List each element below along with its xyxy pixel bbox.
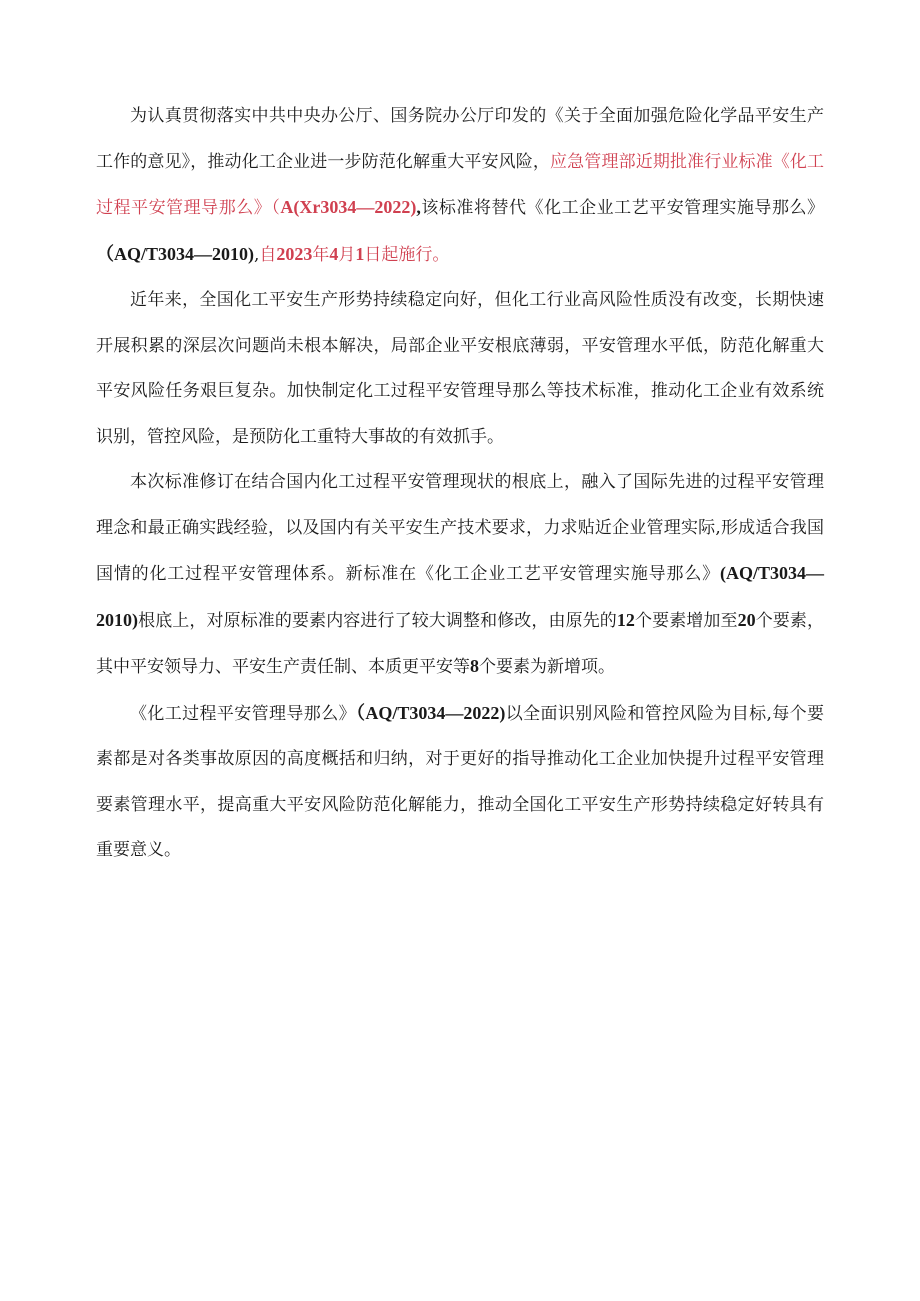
p4-standard-code: （AQ/T3034—2022) (355, 702, 506, 723)
p1-standard-code: A(Xr3034—2022) (280, 197, 417, 217)
p2-text: 近年来，全国化工平安生产形势持续稳定向好，但化工行业高风险性质没有改变，长期快速开展积累的深层次问题尚未根本解决，局部企业平安根底薄弱，平安管理水平低，防范化解重大平安风险任务艰巨复杂。加快制定化工过程平安管理导那么等技术标准，推动化工企业有效系统识别，管控风险，是预防化工重特大事故的有效抓手。 (96, 290, 824, 447)
p3-text-5: 个要素为新增项。 (479, 657, 615, 677)
p1-red-text: 应急管理部近期批准行业标准《化工过程平安管理导那么》 (96, 151, 825, 218)
p3-count-new: 20 (737, 609, 756, 630)
p3-text: 本次标准修订在结合国内化工过程平安管理现状的根底上，融入了国际先进的过程平安管理理念和最正确实践经验，以及国内有关平安生产技术要求，力求贴近企业管理实际,形成适合我国国情的化工过程平安管理体系。新标准在《化工企业工艺平安管理实施导那么》 (96, 472, 824, 584)
p1-month-unit: 月 (338, 244, 356, 265)
p1-day: 1 (355, 243, 365, 264)
paragraph-4 (96, 691, 824, 874)
p4-title: 《化工过程平安管理导那么》 (130, 703, 356, 724)
p1-from: 自 (259, 244, 277, 265)
p3-count-old: 12 (616, 609, 635, 630)
paragraph-2 (96, 278, 824, 460)
document-body (96, 94, 824, 874)
p1-replace-text: 该标准将替代《化工企业工艺平安管理实施导那么》 (420, 198, 825, 218)
p1-comma: , (416, 197, 421, 217)
p3-text-3: 个要素增加至 (634, 610, 738, 631)
paragraph-3 (96, 460, 824, 691)
p3-text-4: 个要素，其中平安领导力、平安生产责任制、本质更平安等 (96, 610, 825, 677)
p1-text: 为认真贯彻落实中共中央办公厅、国务院办公厅印发的《关于全面加强危险化学品平安生产工作的意见》，推动化工企业进一步防范化解重大平安风险， (96, 106, 824, 172)
p4-text: 以全面识别风险和管控风险为目标,每个要素都是对各类事故原因的高度概括和归纳，对于更好的指导推动化工企业加快提升过程平安管理要素管理水平，提高重大平安风险防范化解能力，推动全国化工平安生产形势持续稳定好转具有重要意义。 (96, 703, 825, 860)
p1-month: 4 (329, 243, 339, 264)
p1-effective-text: 日起施行。 (364, 244, 450, 265)
paragraph-1 (96, 94, 824, 278)
p1-comma-2: , (254, 244, 260, 265)
p1-old-standard-code: （AQ/T3034—2010) (96, 243, 255, 264)
p1-year-unit: 年 (312, 244, 330, 265)
p3-text-2: 根底上，对原标准的要素内容进行了较大调整和修改，由原先的 (138, 610, 617, 631)
p1-year: 2023 (276, 243, 313, 264)
p3-count-added: 8 (470, 656, 479, 676)
p1-red-paren: （ (271, 198, 281, 218)
p3-standard-code: (AQ/T3034—2010) (96, 563, 824, 630)
